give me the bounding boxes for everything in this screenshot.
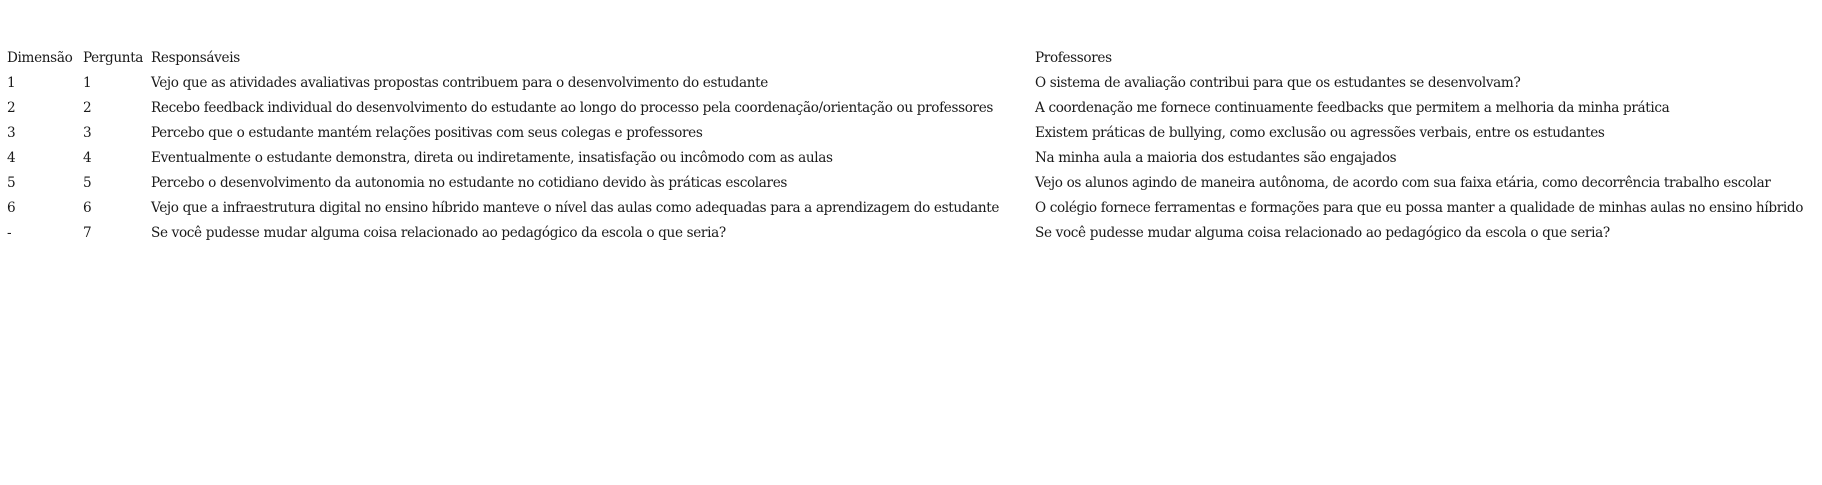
cell-responsaveis: Percebo o desenvolvimento da autonomia no estudante no cotidiano devido às práticas escolares <box>151 175 788 191</box>
table-row <box>7 121 1803 146</box>
cell-professores: Se você pudesse mudar alguma coisa relacionado ao pedagógico da escola o que seria? <box>1035 225 1610 241</box>
header-professores: Professores <box>1035 50 1112 66</box>
cell-responsaveis: Recebo feedback individual do desenvolvimento do estudante ao longo do processo pela coordenação/orientação ou professores <box>151 100 994 116</box>
cell-professores: O sistema de avaliação contribui para que os estudantes se desenvolvam? <box>1035 75 1521 91</box>
cell-dimensao: - <box>7 225 12 241</box>
table-row <box>7 196 1803 221</box>
cell-pergunta: 2 <box>83 100 92 116</box>
table-row <box>7 221 1803 246</box>
cell-professores: Na minha aula a maioria dos estudantes são engajados <box>1035 150 1397 166</box>
cell-professores: Existem práticas de bullying, como exclusão ou agressões verbais, entre os estudantes <box>1035 125 1605 141</box>
cell-pergunta: 7 <box>83 225 92 241</box>
header-responsaveis: Responsáveis <box>151 50 240 66</box>
cell-dimensao: 3 <box>7 125 16 141</box>
cell-pergunta: 5 <box>83 175 92 191</box>
cell-pergunta: 3 <box>83 125 92 141</box>
cell-dimensao: 1 <box>7 75 16 91</box>
cell-responsaveis: Eventualmente o estudante demonstra, direta ou indiretamente, insatisfação ou incômodo com as aulas <box>151 150 833 166</box>
header-pergunta: Pergunta <box>83 50 144 66</box>
table-row <box>7 96 1803 121</box>
cell-pergunta: 4 <box>83 150 92 166</box>
cell-professores: O colégio fornece ferramentas e formações para que eu possa manter a qualidade de minhas aulas no ensino híbrido <box>1035 200 1804 216</box>
table-row <box>7 171 1803 196</box>
cell-dimensao: 5 <box>7 175 16 191</box>
table-row <box>7 71 1803 96</box>
header-row <box>7 46 1803 71</box>
cell-professores: A coordenação me fornece continuamente feedbacks que permitem a melhoria da minha prática <box>1035 100 1670 116</box>
survey-table-body <box>7 46 1803 246</box>
table-row <box>7 146 1803 171</box>
cell-responsaveis: Vejo que a infraestrutura digital no ensino híbrido manteve o nível das aulas como adequadas para a aprendizagem do estudante <box>151 200 1000 216</box>
cell-responsaveis: Vejo que as atividades avaliativas propostas contribuem para o desenvolvimento do estudante <box>151 75 768 91</box>
cell-dimensao: 6 <box>7 200 16 216</box>
survey-table <box>7 46 1803 246</box>
cell-pergunta: 6 <box>83 200 92 216</box>
cell-dimensao: 2 <box>7 100 16 116</box>
cell-professores: Vejo os alunos agindo de maneira autônoma, de acordo com sua faixa etária, como decorrência trabalho escolar <box>1035 175 1771 191</box>
cell-responsaveis: Percebo que o estudante mantém relações positivas com seus colegas e professores <box>151 125 703 141</box>
cell-pergunta: 1 <box>83 75 92 91</box>
cell-dimensao: 4 <box>7 150 16 166</box>
header-dimensao: Dimensão <box>7 50 73 66</box>
cell-responsaveis: Se você pudesse mudar alguma coisa relacionado ao pedagógico da escola o que seria? <box>151 225 726 241</box>
